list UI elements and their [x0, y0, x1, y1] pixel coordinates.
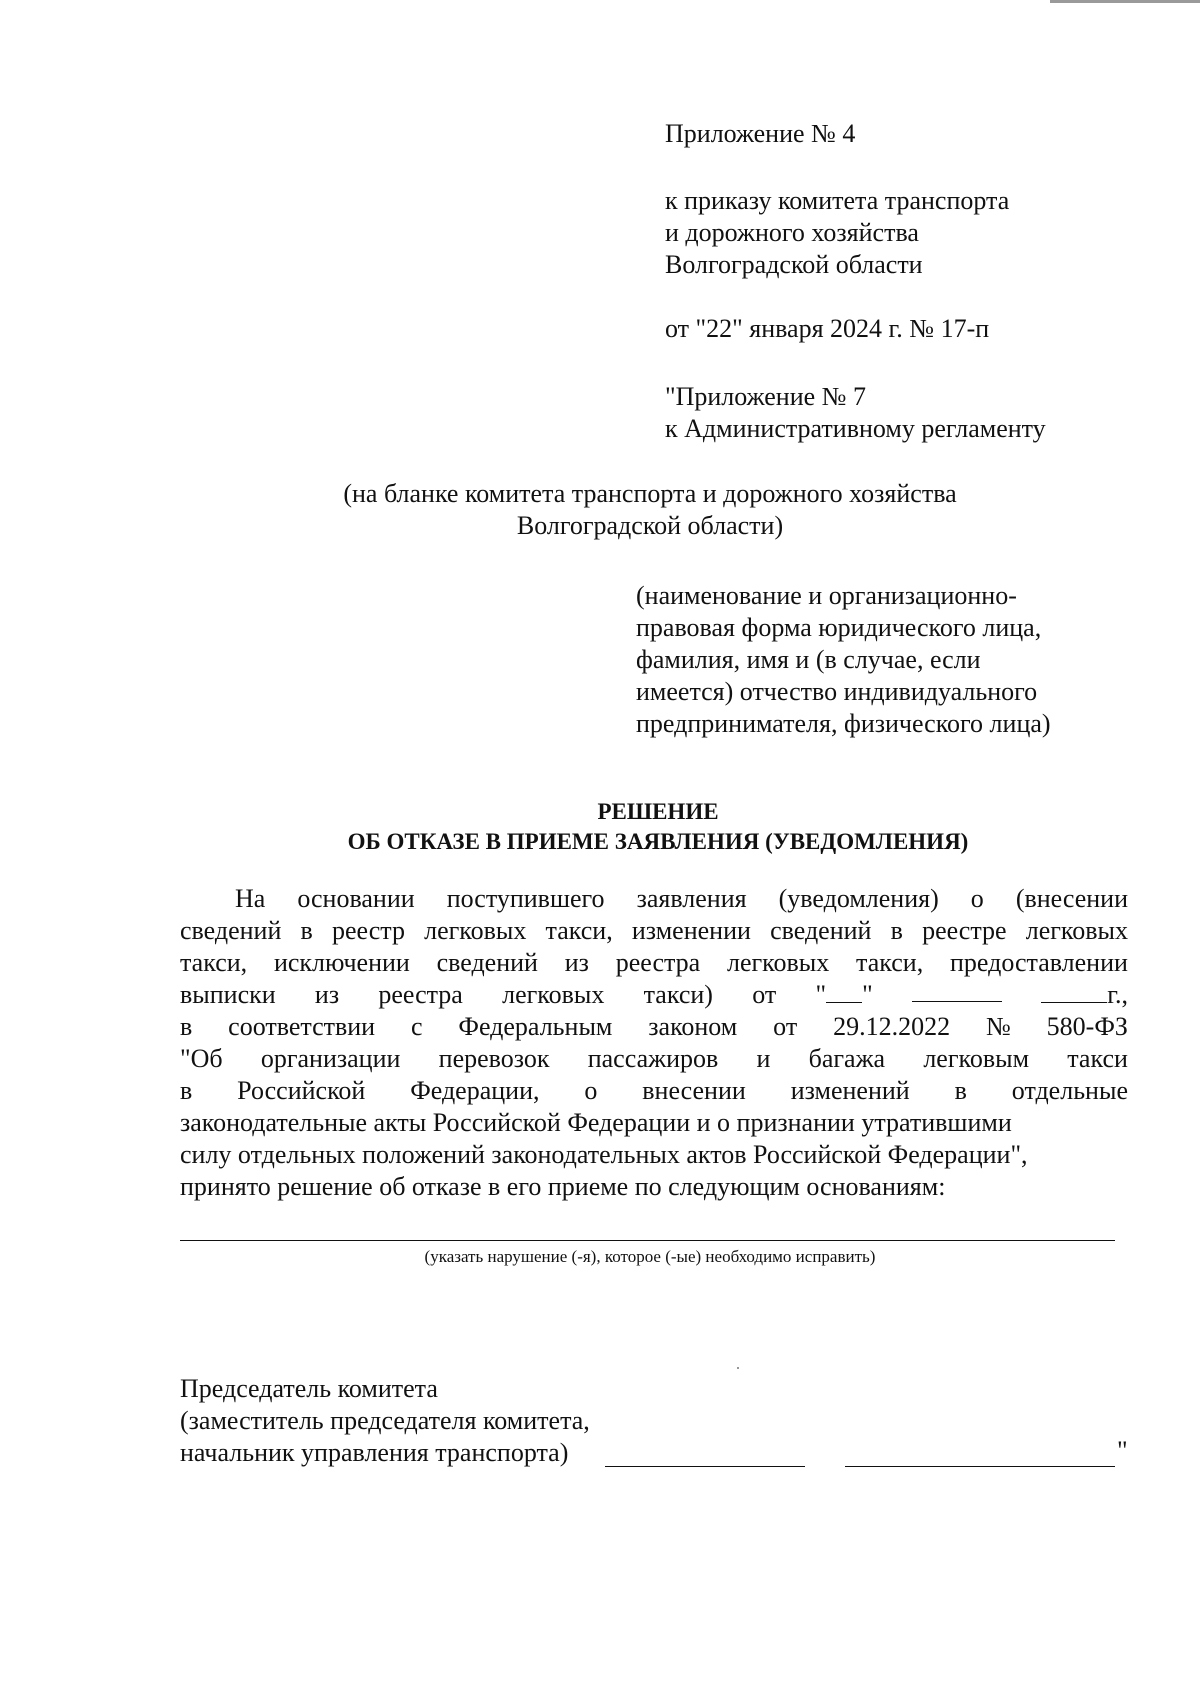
body-word: сведений	[436, 948, 538, 977]
addressee-line5: предпринимателя, физического лица)	[636, 709, 1051, 738]
body-word: Российской	[237, 1076, 366, 1105]
body-word: и	[756, 1044, 771, 1073]
day-blank	[826, 980, 862, 1003]
appendix-number: Приложение № 4	[665, 119, 856, 148]
signature-title-line3: начальник управления транспорта)	[180, 1438, 569, 1467]
body-line-5	[180, 1011, 1128, 1043]
body-word: в	[890, 916, 903, 945]
signature-blank	[605, 1466, 805, 1467]
body-word: о	[970, 884, 984, 913]
body-word: в	[954, 1076, 967, 1105]
body-line-8: законодательные акты Российской Федерации и о признании утратившими	[180, 1108, 1012, 1137]
date-day-field: " "	[815, 980, 873, 1009]
body-word: изменении	[631, 916, 751, 945]
body-word: пассажиров	[587, 1044, 719, 1073]
body-word: перевозок	[438, 1044, 550, 1073]
body-word: легковых	[727, 948, 830, 977]
decision-title: РЕШЕНИЕ	[597, 799, 719, 824]
body-word: отдельные	[1011, 1076, 1128, 1105]
name-blank	[845, 1466, 1115, 1467]
order-date: от "22" января 2024 г. № 17-п	[665, 314, 990, 343]
body-word: сведений	[180, 916, 282, 945]
body-line-6	[180, 1043, 1128, 1075]
body-word: реестра	[378, 980, 463, 1009]
scan-edge-mark	[1050, 0, 1200, 3]
body-word: (уведомления)	[778, 884, 939, 913]
body-word: в	[180, 1076, 193, 1105]
decision-subtitle: ОБ ОТКАЗЕ В ПРИЕМЕ ЗАЯВЛЕНИЯ (УВЕДОМЛЕНИЯ)	[347, 829, 969, 854]
body-word: от	[773, 1012, 798, 1041]
body-word: в	[180, 1012, 193, 1041]
body-line-1	[235, 883, 1128, 915]
body-word: легковых	[424, 916, 527, 945]
body-word: в	[300, 916, 313, 945]
body-word: реестр	[332, 916, 405, 945]
body-line-4	[180, 979, 1128, 1011]
body-word: 580-ФЗ	[1046, 1012, 1128, 1041]
body-word: законом	[648, 1012, 738, 1041]
quoted-appendix-line2: к Административному регламенту	[665, 414, 1046, 443]
body-word: такси,	[545, 916, 613, 945]
body-word: такси,	[856, 948, 924, 977]
closing-quote: "	[1117, 1436, 1128, 1465]
body-word: такси,	[180, 948, 248, 977]
body-word: (внесении	[1015, 884, 1128, 913]
letterhead-note-line1: (на бланке комитета транспорта и дорожного хозяйства	[343, 479, 957, 508]
body-word: о	[584, 1076, 598, 1105]
body-word: багажа	[808, 1044, 886, 1073]
body-word: заявления	[636, 884, 747, 913]
body-line-7	[180, 1075, 1128, 1107]
date-year-field: г.,	[1041, 979, 1128, 1011]
order-reference-line3: Волгоградской области	[665, 250, 923, 279]
body-word: от	[752, 980, 777, 1009]
signature-title-line1: Председатель комитета	[180, 1374, 438, 1403]
body-line-10: принято решение об отказе в его приеме по следующим основаниям:	[180, 1172, 946, 1201]
body-word: 29.12.2022	[833, 1012, 951, 1041]
order-reference-line1: к приказу комитета транспорта	[665, 186, 1010, 215]
body-word: №	[985, 1012, 1011, 1041]
violation-blank-line	[180, 1240, 1115, 1241]
letterhead-note-line2: Волгоградской области)	[516, 511, 784, 540]
body-word: соответствии	[228, 1012, 376, 1041]
body-word: легковым	[923, 1044, 1030, 1073]
body-word: Федерации,	[410, 1076, 540, 1105]
addressee-line4: имеется) отчество индивидуального	[636, 677, 1038, 706]
body-word: организации	[260, 1044, 401, 1073]
body-word: основании	[297, 884, 415, 913]
body-word: исключении	[273, 948, 410, 977]
quoted-appendix-line1: "Приложение № 7	[665, 382, 866, 411]
body-word: На	[235, 884, 266, 913]
body-line-2	[180, 915, 1128, 947]
body-word: внесении	[642, 1076, 746, 1105]
body-word: изменений	[790, 1076, 910, 1105]
month-blank	[912, 979, 1002, 1002]
body-word: выписки	[180, 980, 276, 1009]
body-line-9: силу отдельных положений законодательных актов Российской Федерации",	[180, 1140, 1028, 1169]
order-reference-line2: и дорожного хозяйства	[665, 218, 919, 247]
year-blank	[1041, 980, 1107, 1003]
body-word: предоставлении	[949, 948, 1128, 977]
body-word: поступившего	[446, 884, 605, 913]
addressee-line2: правовая форма юридического лица,	[636, 613, 1042, 642]
body-word: реестра	[615, 948, 701, 977]
addressee-line1: (наименование и организационно-	[636, 581, 1017, 610]
scan-speck	[737, 1367, 739, 1369]
body-word: легковых	[1025, 916, 1128, 945]
body-line-3	[180, 947, 1128, 979]
body-word: сведений	[770, 916, 872, 945]
body-word: с	[410, 1012, 423, 1041]
violation-caption: (указать нарушение (-я), которое (-ые) необходимо исправить)	[424, 1247, 876, 1266]
body-word: легковых	[502, 980, 605, 1009]
body-word: такси)	[643, 980, 713, 1009]
body-word: Федеральным	[458, 1012, 613, 1041]
body-word: "Об	[180, 1044, 223, 1073]
body-word: реестре	[922, 916, 1007, 945]
body-word: из	[564, 948, 589, 977]
signature-title-line2: (заместитель председателя комитета,	[180, 1406, 590, 1435]
body-word: такси	[1067, 1044, 1128, 1073]
body-word: из	[314, 980, 340, 1009]
addressee-line3: фамилия, имя и (в случае, если	[636, 645, 981, 674]
